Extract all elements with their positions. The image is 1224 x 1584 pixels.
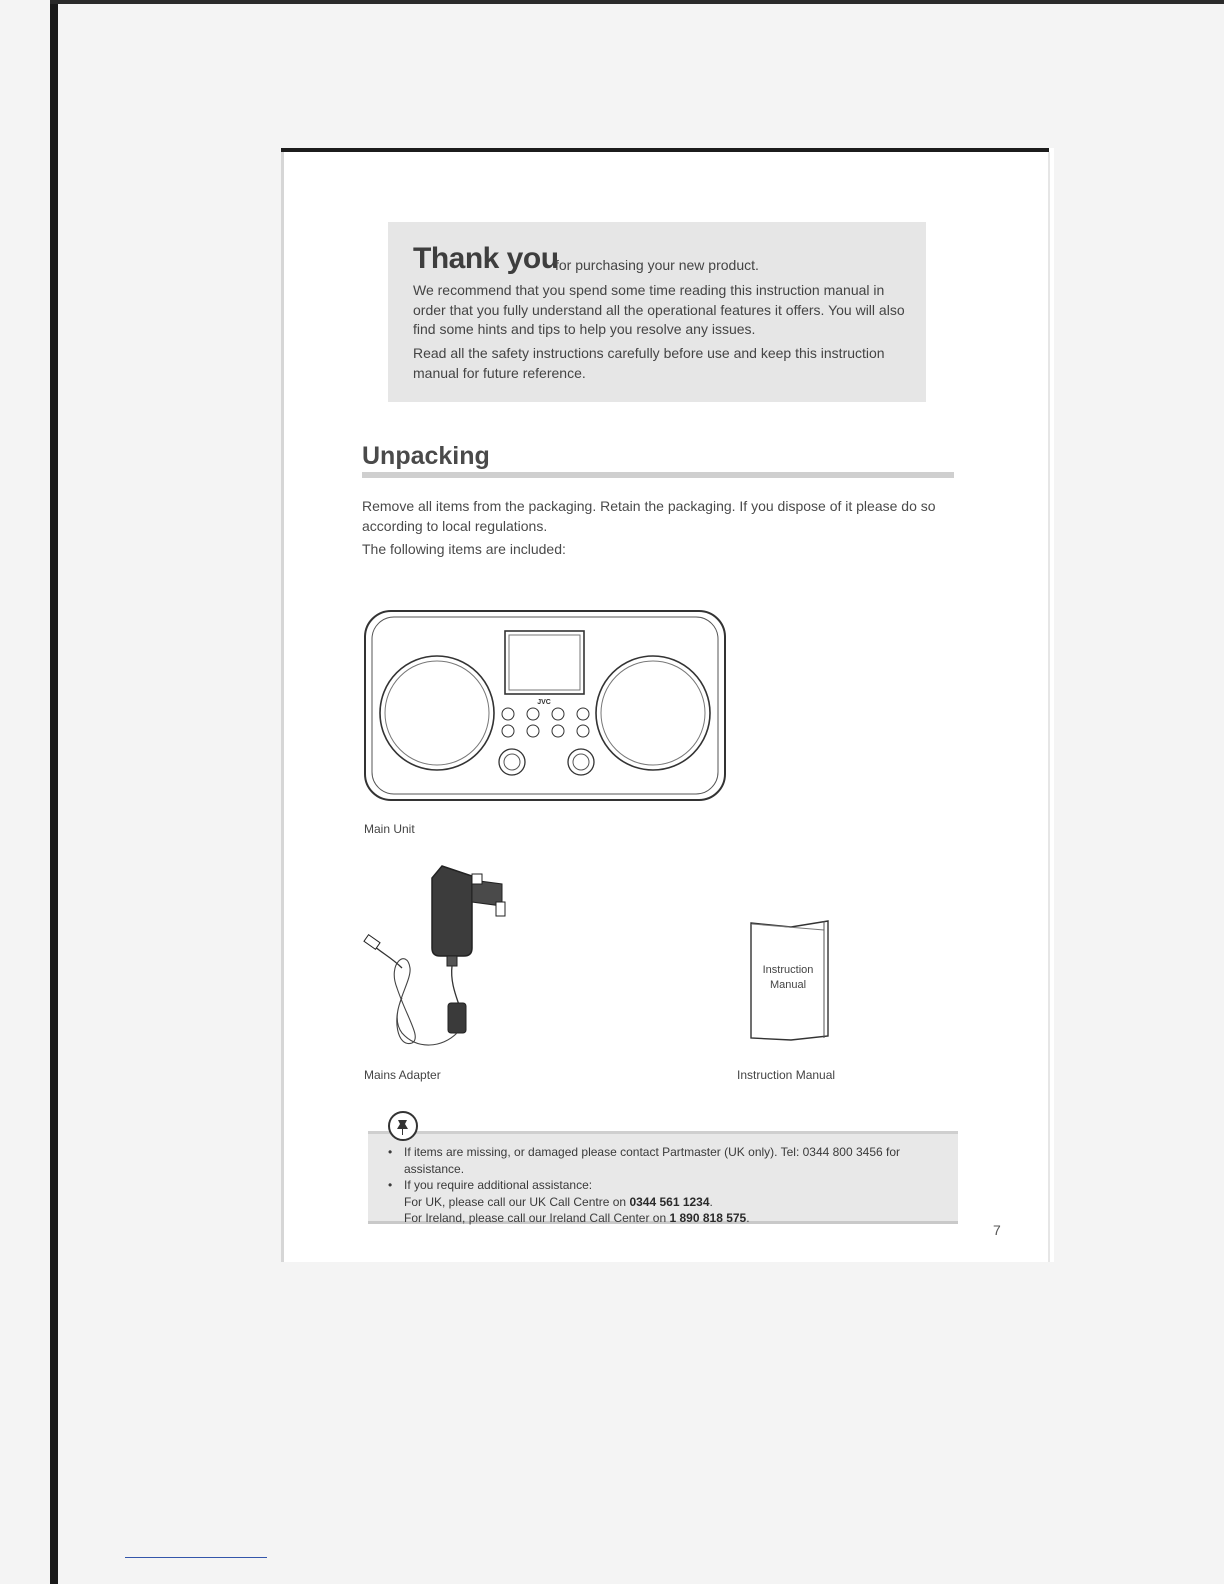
manual-cover-line-1: Instruction [762,964,814,976]
scan-left-edge [50,0,58,1584]
bullet: • [388,1145,393,1159]
note-item-1-text: If items are missing, or damaged please contact Partmaster (UK only). Tel: 0344 800 3456 for assistance. [404,1145,901,1176]
page-top-edge [281,148,1049,152]
unpacking-paragraph-1: Remove all items from the packaging. Retain the packaging. If you dispose of it please do so according to local regulations. [362,498,936,534]
page-number: 7 [993,1222,1001,1238]
section-heading-rule [362,472,954,478]
pin-icon [387,1110,419,1142]
main-unit-illustration [363,608,727,803]
main-unit-brand: JVC [537,699,551,706]
mains-adapter-caption: Mains Adapter [364,1068,441,1082]
ireland-call-centre-label: For Ireland, please call our Ireland Call Center on [404,1211,670,1225]
scan-top-edge [50,0,1224,4]
page-left-edge [281,152,284,1262]
instruction-manual-illustration [746,918,836,1044]
manual-cover-line-2: Manual [769,979,807,991]
uk-call-centre-label: For UK, please call our UK Call Centre on [404,1194,630,1209]
note-list [385,1144,955,1227]
ireland-phone-number: 1 890 818 575 [669,1211,747,1225]
bullet: • [388,1178,393,1192]
thank-you-subtitle: for purchasing your new product. [555,257,759,273]
note-uk-call-centre [404,1194,955,1211]
unpacking-paragraph-2: The following items are included: [362,541,566,557]
page-right-edge [1048,152,1050,1262]
uk-phone-number: 0344 561 1234 [629,1194,710,1209]
thank-you-paragraph-1: We recommend that you spend some time reading this instruction manual in order that you fully understand all the operational features it offers. You will also find some hints and tips to help you resolve any issues. [413,282,905,337]
thank-you-title: Thank you [413,242,559,275]
ireland-period: . [746,1211,750,1225]
uk-period: . [709,1194,713,1209]
note-ireland-call-centre [404,1210,955,1227]
mains-adapter-illustration [362,858,512,1053]
note-item-2-line-1: If you require additional assistance: [404,1178,593,1192]
thank-you-paragraph-2: Read all the safety instructions carefully before use and keep this instruction manual for future reference. [413,345,885,381]
main-unit-caption: Main Unit [364,822,415,836]
instruction-manual-caption: Instruction Manual [737,1068,836,1082]
unpacking-heading: Unpacking [362,442,490,470]
note-item-missing [385,1144,955,1177]
scan-underline-artifact [125,1557,267,1558]
note-item-assistance [385,1177,955,1227]
